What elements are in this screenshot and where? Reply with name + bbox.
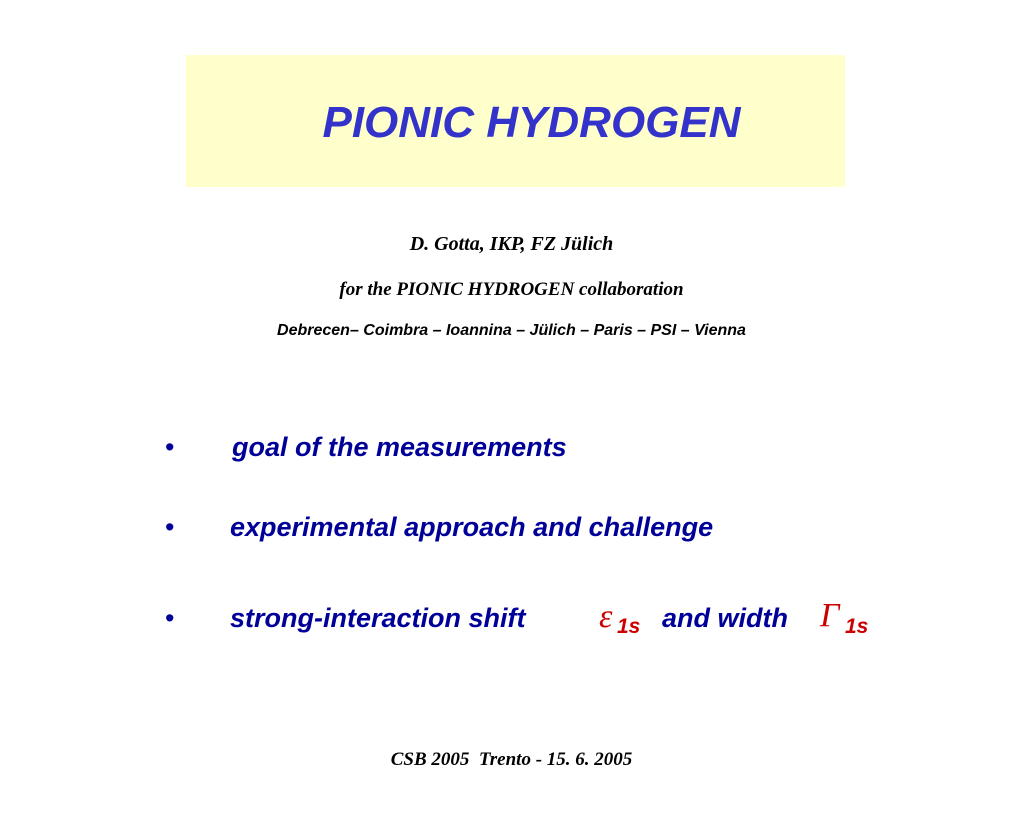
collaboration-line: for the PIONIC HYDROGEN collaboration xyxy=(339,279,684,300)
epsilon-symbol: ε xyxy=(599,598,613,635)
bullet-text: strong-interaction shift xyxy=(230,603,526,633)
bullet-item xyxy=(165,432,865,472)
gamma-subscript: 1s xyxy=(845,615,869,638)
bullet-marker: • xyxy=(165,512,175,542)
bullet-marker: • xyxy=(165,432,175,462)
bullet-item xyxy=(165,597,885,643)
bullet-text: experimental approach and challenge xyxy=(230,512,714,542)
bullet-text-continued: and width xyxy=(662,603,788,633)
gamma-symbol: Γ xyxy=(820,597,840,634)
slide-title: PIONIC HYDROGEN xyxy=(322,98,741,147)
epsilon-subscript: 1s xyxy=(617,615,641,638)
bullet-item xyxy=(165,512,865,552)
footer-line: CSB 2005 Trento - 15. 6. 2005 xyxy=(390,749,633,770)
institutions-line: Debrecen– Coimbra – Ioannina – Jülich – Paris – PSI – Vienna xyxy=(277,322,746,339)
bullet-marker: • xyxy=(165,603,175,633)
author-line: D. Gotta, IKP, FZ Jülich xyxy=(409,233,614,255)
bullet-text: goal of the measurements xyxy=(232,432,567,462)
